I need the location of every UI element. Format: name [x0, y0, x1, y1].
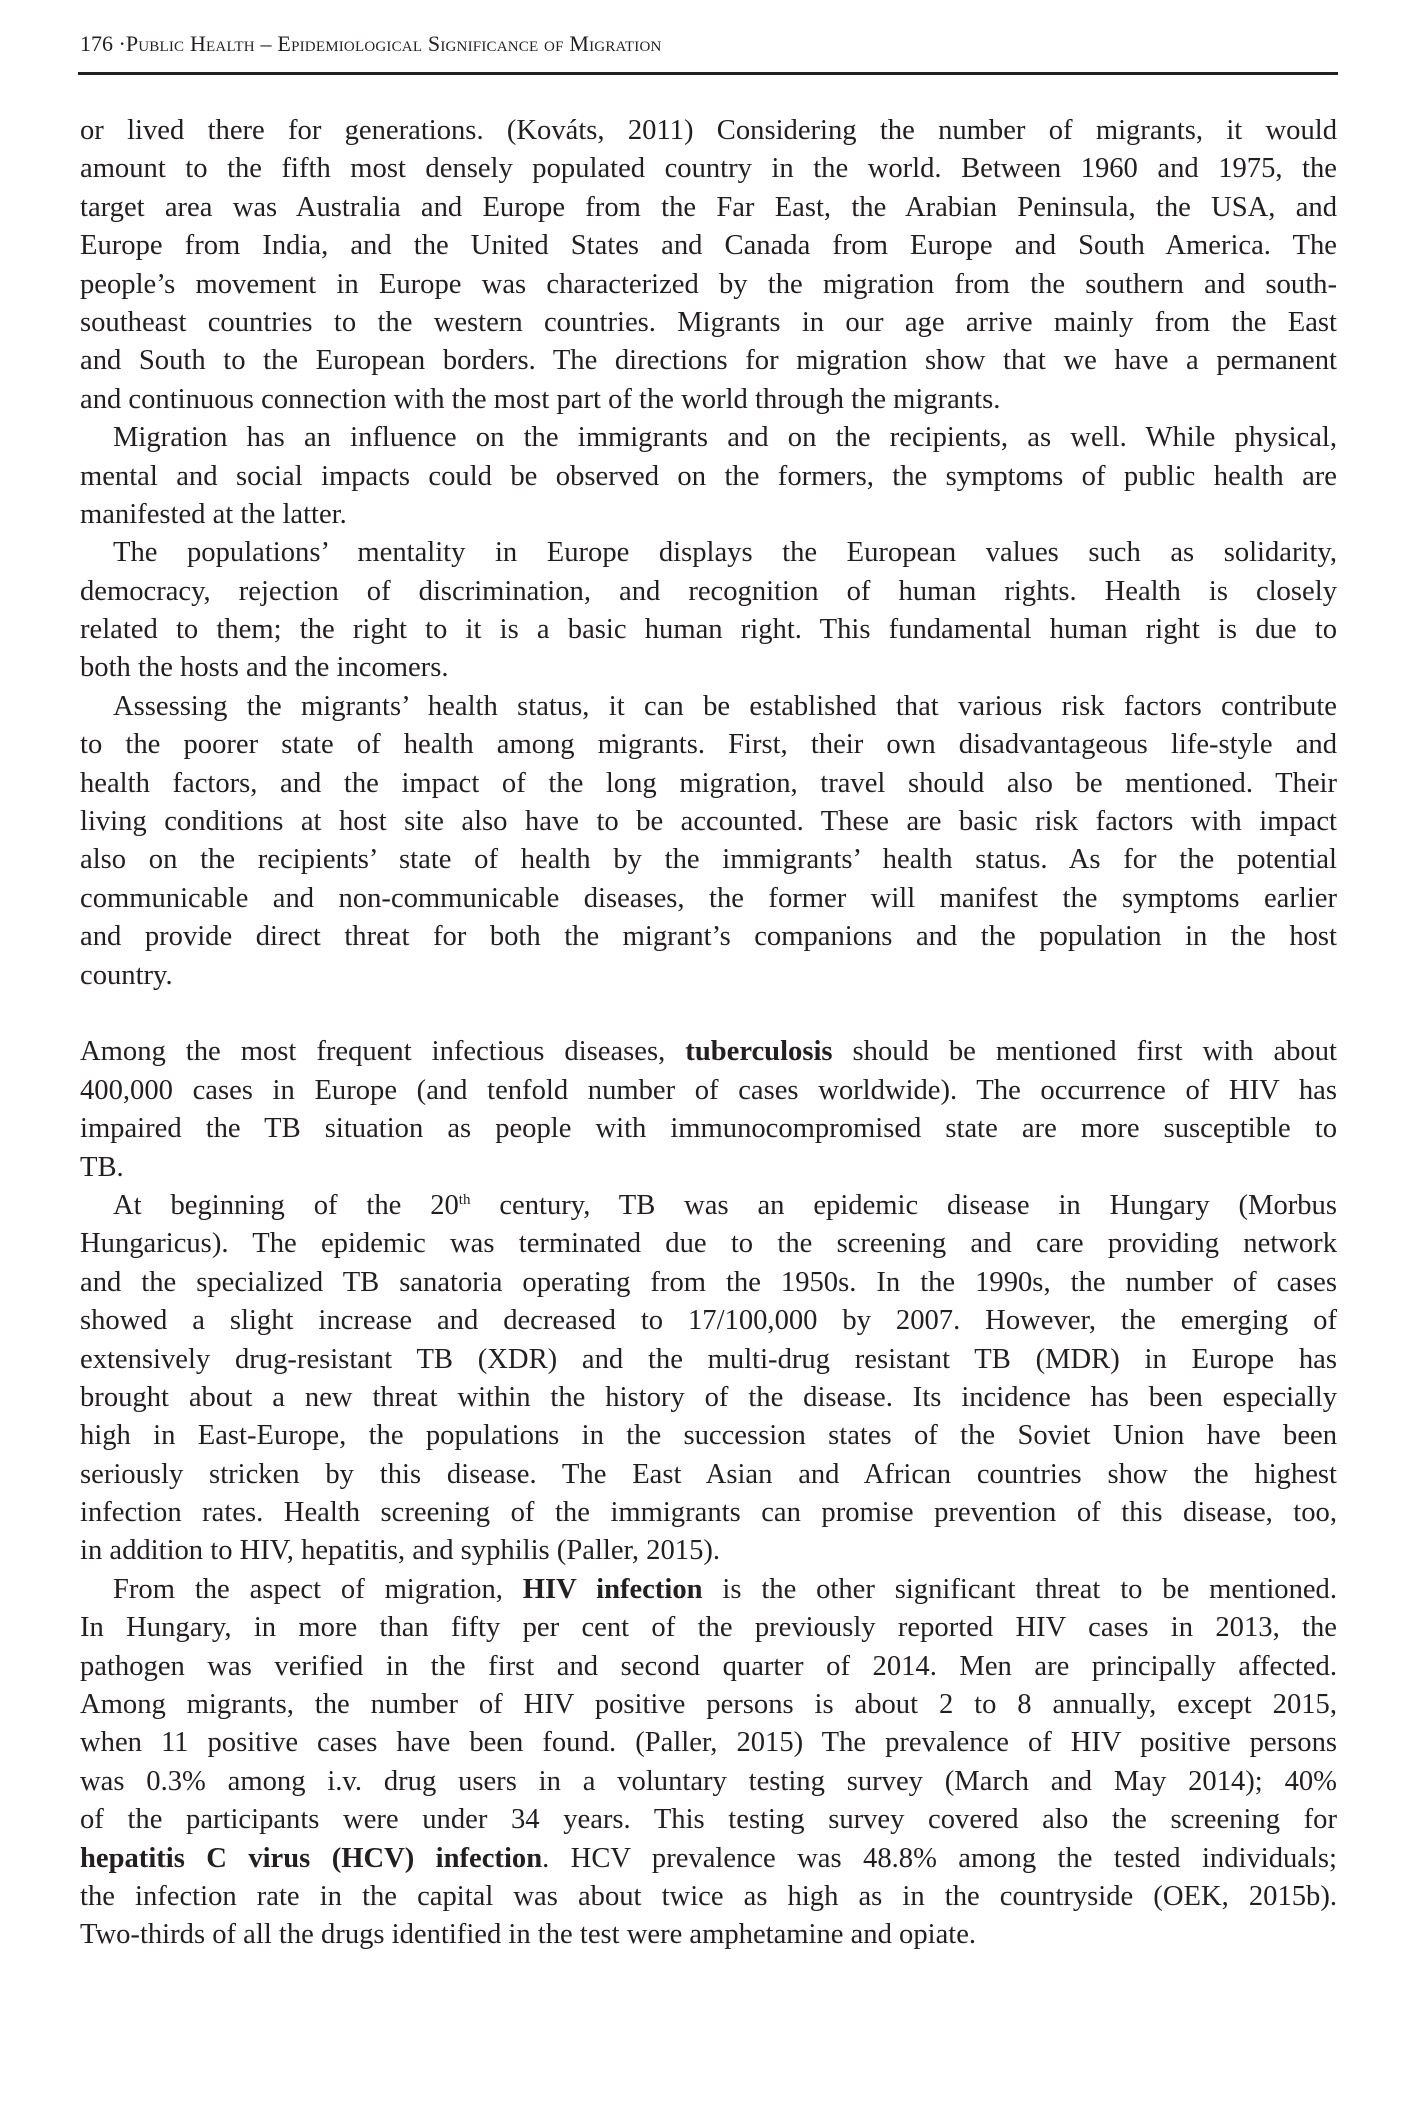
text-line: the infection rate in the capital was about twice as high as in the countryside (OEK, 2015b). — [80, 1880, 1337, 1912]
paragraph-migration-directions — [80, 112, 1337, 419]
text-line: of the participants were under 34 years. This testing survey covered also the screening for — [80, 1804, 1337, 1836]
text-line: in addition to HIV, hepatitis, and syphilis (Paller, 2015). — [80, 1535, 721, 1567]
text-run: Among the most frequent infectious diseases, — [80, 1036, 686, 1068]
text-line: target area was Australia and Europe from the Far East, the Arabian Peninsula, the USA, and — [80, 191, 1337, 223]
text-line: Two-thirds of all the drugs identified in the test were amphetamine and opiate. — [80, 1919, 977, 1951]
text-line: when 11 positive cases have been found. (Paller, 2015) The prevalence of HIV positive persons — [80, 1727, 1337, 1759]
text-line: people’s movement in Europe was characterized by the migration from the southern and south- — [80, 268, 1337, 300]
text-run: . HCV prevalence was 48.8% among the tested individuals; — [542, 1842, 1337, 1874]
paragraph-tuberculosis — [80, 1033, 1337, 1187]
running-head-title: Public Health – Epidemiological Significance of Migration — [125, 31, 662, 56]
text-line: Assessing the migrants’ health status, it can be established that various risk factors contribute — [113, 690, 1337, 722]
text-line: country. — [80, 959, 173, 991]
text-run: should be mentioned first with about — [832, 1036, 1338, 1068]
paragraph-european-values — [80, 534, 1337, 688]
running-head — [80, 30, 1338, 58]
text-line: and continuous connection with the most part of the world through the migrants. — [80, 383, 1001, 415]
text-line: Europe from India, and the United States and Canada from Europe and South America. The — [80, 230, 1337, 262]
text-line: Among migrants, the number of HIV positive persons is about 2 to 8 annually, except 2015, — [80, 1689, 1337, 1721]
page-number: 176 — [80, 31, 113, 56]
body-text — [80, 112, 1337, 1955]
text-line: Hungaricus). The epidemic was terminated due to the screening and care providing network — [80, 1228, 1337, 1260]
keyword-tuberculosis: tuberculosis — [685, 1036, 833, 1068]
paragraph-migration-influence — [80, 419, 1337, 534]
text-line: and provide direct threat for both the migrant’s companions and the population in the host — [80, 921, 1337, 953]
running-head-separator: · — [113, 31, 126, 56]
text-line: and South to the European borders. The directions for migration show that we have a permanent — [80, 345, 1337, 377]
paragraph-gap — [80, 995, 1337, 1033]
text-line: impaired the TB situation as people with immunocompromised state are more susceptible to — [80, 1113, 1337, 1145]
text-line: was 0.3% among i.v. drug users in a voluntary testing survey (March and May 2014); 40% — [80, 1765, 1337, 1797]
text-run: century, TB was an epidemic disease in Hungary (Morbus — [470, 1189, 1337, 1221]
text-line — [80, 1840, 1337, 1878]
text-line: In Hungary, in more than fifty per cent of the previously reported HIV cases in 2013, the — [80, 1612, 1337, 1644]
text-line: infection rates. Health screening of the immigrants can promise prevention of this disease, too, — [80, 1497, 1337, 1529]
text-line — [80, 1033, 1337, 1071]
text-line: seriously stricken by this disease. The East Asian and African countries show the highest — [80, 1458, 1337, 1490]
text-line: democracy, rejection of discrimination, and recognition of human rights. Health is closely — [80, 575, 1337, 607]
text-line: pathogen was verified in the first and second quarter of 2014. Men are principally affected. — [80, 1650, 1337, 1682]
text-line: southeast countries to the western countries. Migrants in our age arrive mainly from the East — [80, 306, 1337, 338]
text-line: extensively drug-resistant TB (XDR) and the multi-drug resistant TB (MDR) in Europe has — [80, 1343, 1337, 1375]
text-run: is the other significant threat to be mentioned. — [702, 1573, 1337, 1605]
text-line: The populations’ mentality in Europe displays the European values such as solidarity, — [113, 537, 1337, 569]
superscript-ordinal: th — [458, 1191, 471, 1208]
text-line: to the poorer state of health among migrants. First, their own disadvantageous life-style and — [80, 729, 1337, 761]
text-line: showed a slight increase and decreased to 17/100,000 by 2007. However, the emerging of — [80, 1305, 1337, 1337]
text-line: and the specialized TB sanatoria operating from the 1950s. In the 1990s, the number of cases — [80, 1266, 1337, 1298]
text-line: or lived there for generations. (Kováts, 2011) Considering the number of migrants, it would — [80, 115, 1337, 146]
text-line: 400,000 cases in Europe (and tenfold number of cases worldwide). The occurrence of HIV has — [80, 1074, 1337, 1106]
text-run: From the aspect of migration, — [113, 1573, 523, 1605]
header-rule — [78, 72, 1338, 75]
paragraph-risk-factors — [80, 688, 1337, 995]
text-line — [80, 1571, 1337, 1609]
text-line: Migration has an influence on the immigrants and on the recipients, as well. While physical, — [113, 422, 1337, 454]
text-line: health factors, and the impact of the long migration, travel should also be mentioned. Their — [80, 767, 1337, 799]
text-line: communicable and non-communicable diseases, the former will manifest the symptoms earlier — [80, 882, 1337, 914]
text-line: mental and social impacts could be observed on the formers, the symptoms of public health are — [80, 460, 1337, 492]
text-line: high in East-Europe, the populations in the succession states of the Soviet Union have been — [80, 1420, 1337, 1452]
text-line: brought about a new threat within the history of the disease. Its incidence has been especially — [80, 1381, 1337, 1413]
text-line: also on the recipients’ state of health by the immigrants’ health status. As for the potential — [80, 844, 1337, 876]
text-run: At beginning of the 20 — [113, 1189, 459, 1221]
text-line: living conditions at host site also have to be accounted. These are basic risk factors with impact — [80, 806, 1337, 838]
text-line — [80, 1187, 1337, 1225]
keyword-hcv-infection: hepatitis C virus (HCV) infection — [80, 1842, 543, 1874]
text-line: manifested at the latter. — [80, 498, 347, 530]
paragraph-hiv-hcv — [80, 1571, 1337, 1955]
text-line: both the hosts and the incomers. — [80, 652, 449, 684]
keyword-hiv-infection: HIV infection — [522, 1573, 703, 1605]
text-line: TB. — [80, 1151, 124, 1183]
paragraph-tb-hungary — [80, 1187, 1337, 1571]
text-line: related to them; the right to it is a basic human right. This fundamental human right is due to — [80, 614, 1337, 646]
text-line: amount to the fifth most densely populated country in the world. Between 1960 and 1975, the — [80, 153, 1337, 185]
